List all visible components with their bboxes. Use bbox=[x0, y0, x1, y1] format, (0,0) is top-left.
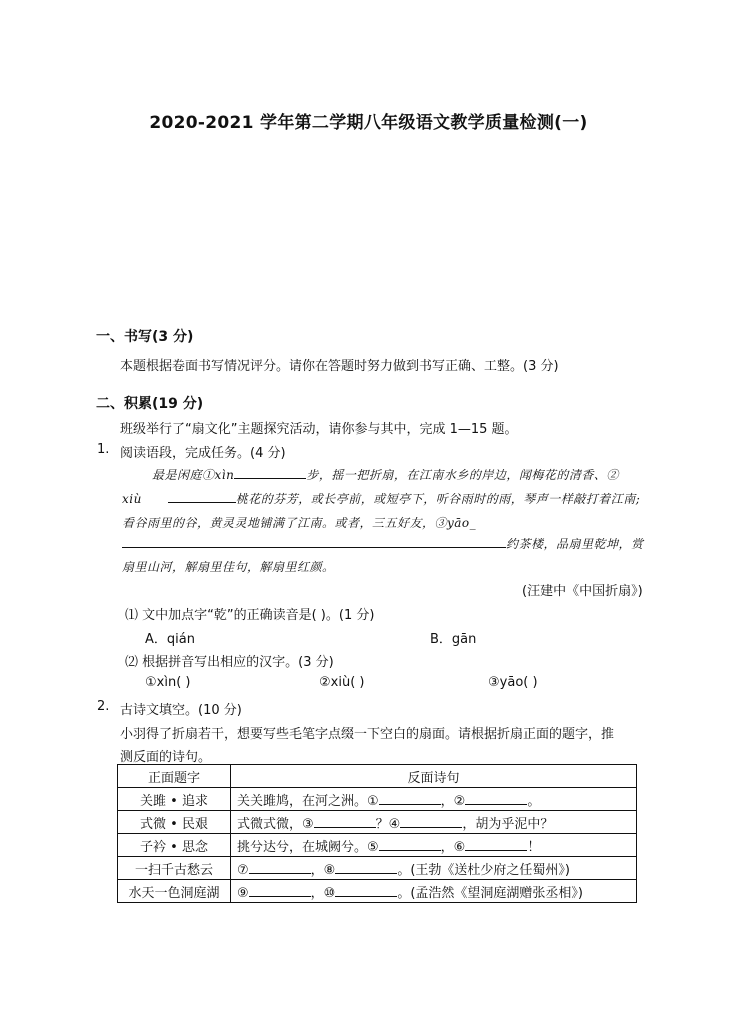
poem-text: 。(王勃《送杜少府之任蜀州》) bbox=[397, 862, 570, 878]
sub-question-1: ⑴ 文中加点字“乾”的正确读音是( )。(1 分) bbox=[125, 608, 375, 623]
sub-question-2: ⑵ 根据拼音写出相应的汉字。(3 分) bbox=[125, 655, 334, 670]
blank-field[interactable] bbox=[379, 792, 441, 805]
table-header-row bbox=[118, 765, 637, 788]
passage-text: 约茶楼，品扇里乾坤，赏 bbox=[506, 537, 644, 551]
passage-source: (汪建中《中国折扇》) bbox=[522, 584, 643, 599]
section-1-heading: 一、书写(3 分) bbox=[96, 329, 194, 345]
table-row bbox=[118, 811, 637, 834]
poem-text: ！ bbox=[527, 839, 541, 855]
poem-text: 。(孟浩然《望洞庭湖赠张丞相》) bbox=[397, 885, 583, 901]
question-1-number: 1. bbox=[97, 442, 110, 457]
blank-field[interactable] bbox=[400, 815, 462, 828]
blank-2[interactable] bbox=[168, 490, 236, 503]
passage-line-1 bbox=[152, 466, 619, 483]
section-2-intro: 班级举行了“扇文化”主题探究活动，请你参与其中，完成 1—15 题。 bbox=[120, 422, 518, 437]
poem-line bbox=[231, 857, 637, 880]
passage-line-5: 扇里山河，解扇里佳句，解扇里红颜。 bbox=[122, 560, 335, 574]
poem-text: ，胡为乎泥中？ bbox=[462, 816, 554, 832]
front-inscription: 关雎 • 追求 bbox=[118, 788, 231, 811]
passage-line-2 bbox=[122, 490, 640, 507]
answer-2[interactable]: ②xiù( ) bbox=[319, 675, 365, 690]
poem-line bbox=[231, 880, 637, 903]
passage-line-3: 看谷雨里的谷，黄灵灵地铺满了江南。或者，三五好友，③yāo_ bbox=[122, 516, 477, 530]
poem-text: 关关雎鸠，在河之洲。① bbox=[237, 793, 379, 809]
question-2-line-2: 测反面的诗句。 bbox=[120, 750, 212, 765]
page-title: 2020-2021 学年第二学期八年级语文教学质量检测(一) bbox=[149, 113, 588, 133]
poem-text: 。 bbox=[527, 793, 541, 809]
question-1-stem: 阅读语段，完成任务。(4 分) bbox=[120, 446, 286, 461]
blank-field[interactable] bbox=[465, 838, 527, 851]
poem-text: 式微式微，③ bbox=[237, 816, 314, 832]
poem-line bbox=[231, 834, 637, 857]
poem-text: ，⑩ bbox=[310, 885, 336, 901]
poem-line bbox=[231, 788, 637, 811]
question-2-stem: 古诗文填空。(10 分) bbox=[120, 703, 242, 718]
front-inscription: 子衿 • 思念 bbox=[118, 834, 231, 857]
blank-field[interactable] bbox=[335, 884, 397, 897]
poem-text: ，⑧ bbox=[310, 862, 336, 878]
section-2-heading: 二、积累(19 分) bbox=[96, 396, 204, 412]
poem-text: ，⑥ bbox=[440, 839, 466, 855]
passage-line-4 bbox=[122, 535, 644, 552]
table-row bbox=[118, 788, 637, 811]
blank-field[interactable] bbox=[249, 884, 311, 897]
option-b[interactable]: B．gān bbox=[430, 632, 477, 647]
passage-text: 桃花的芬芳，或长亭前，或短亭下，听谷雨时的雨，琴声一样敲打着江南; bbox=[235, 492, 641, 506]
answer-3[interactable]: ③yāo( ) bbox=[488, 675, 538, 690]
poem-text: ？④ bbox=[375, 816, 401, 832]
blank-field[interactable] bbox=[379, 838, 441, 851]
blank-field[interactable] bbox=[465, 792, 527, 805]
header-front: 正面题字 bbox=[118, 765, 231, 788]
table-row bbox=[118, 834, 637, 857]
table-row bbox=[118, 880, 637, 903]
front-inscription: 式微 • 民艰 bbox=[118, 811, 231, 834]
poem-text: ，② bbox=[440, 793, 466, 809]
blank-field[interactable] bbox=[335, 861, 397, 874]
poem-text: ⑦ bbox=[237, 862, 249, 878]
blank-3[interactable] bbox=[122, 535, 506, 548]
passage-text: 步，摇一把折扇，在江南水乡的岸边，闻梅花的清香、② bbox=[306, 468, 619, 482]
question-2-number: 2. bbox=[97, 699, 110, 714]
option-a[interactable]: A．qián bbox=[145, 632, 195, 647]
poem-text: ⑨ bbox=[237, 885, 249, 901]
header-back: 反面诗句 bbox=[231, 765, 637, 788]
passage-text: xiù bbox=[122, 492, 142, 506]
poem-text: 挑兮达兮，在城阙兮。⑤ bbox=[237, 839, 379, 855]
front-inscription: 一扫千古愁云 bbox=[118, 857, 231, 880]
blank-field[interactable] bbox=[314, 815, 376, 828]
section-1-text: 本题根据卷面书写情况评分。请你在答题时努力做到书写正确、工整。(3 分) bbox=[120, 359, 559, 374]
poem-table bbox=[117, 764, 637, 903]
front-inscription: 水天一色洞庭湖 bbox=[118, 880, 231, 903]
blank-field[interactable] bbox=[249, 861, 311, 874]
blank-1[interactable] bbox=[234, 466, 306, 479]
answer-1[interactable]: ①xìn( ) bbox=[145, 675, 191, 690]
poem-line bbox=[231, 811, 637, 834]
question-2-line-1: 小羽得了折扇若干，想要写些毛笔字点缀一下空白的扇面。请根据折扇正面的题字，推 bbox=[120, 727, 615, 742]
table-row bbox=[118, 857, 637, 880]
passage-text: 最是闲庭①xìn bbox=[152, 468, 235, 482]
